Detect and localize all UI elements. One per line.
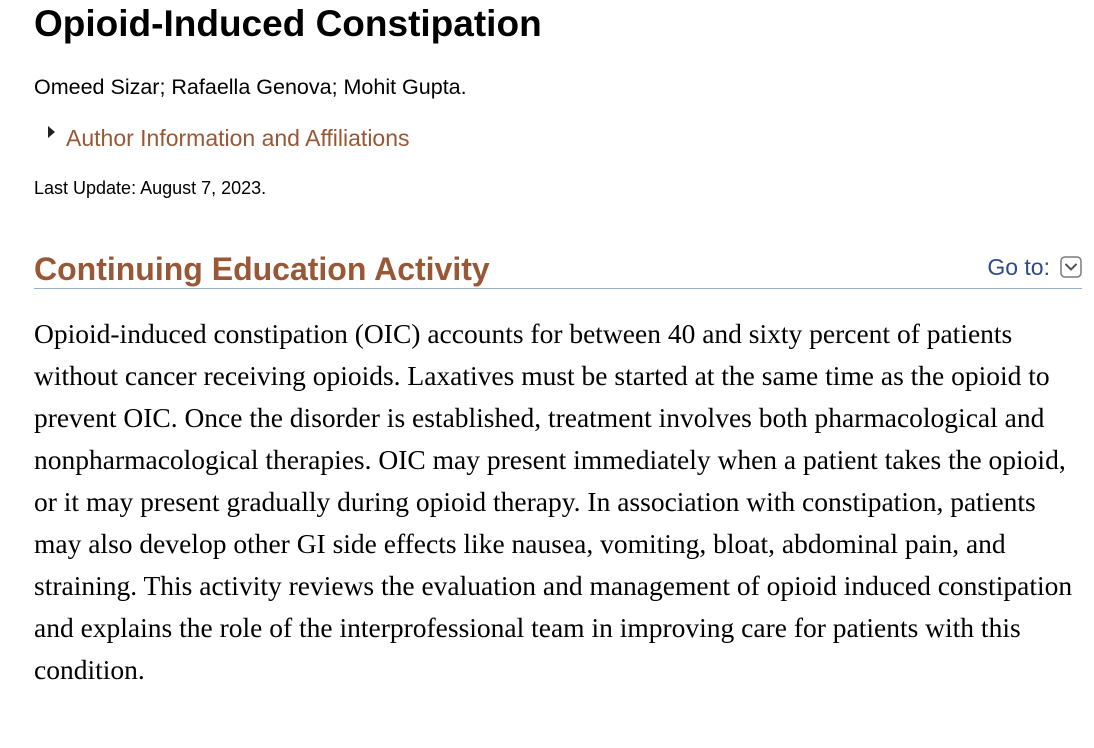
section-body-paragraph: Opioid-induced constipation (OIC) accounts for between 40 and sixty percent of patients without cancer receiving opioids. Laxatives must be started at the same time as the opioid to prevent OIC. Once the disorder is established, treatment involves both pharmacological and nonpharmacological therapies. OIC may present immediately when a patient takes the opioid, or it may present gradually during opioid therapy. In association with constipation, patients may also develop other GI side effects like nausea, vomiting, bloat, abdominal pain, and straining. This activity reviews the evaluation and management of opioid induced constipation and explains the role of the interprofessional team in improving care for patients with this condition. [34, 318, 1073, 685]
author-list: Omeed Sizar; Rafaella Genova; Mohit Gupta. [34, 75, 467, 99]
section-header [34, 248, 1082, 289]
page-title: Opioid-Induced Constipation [34, 3, 542, 44]
goto-label[interactable]: Go to: [987, 254, 1050, 280]
chevron-down-icon[interactable] [1060, 256, 1082, 278]
disclosure-triangle-icon[interactable] [48, 126, 55, 138]
section-title: Continuing Education Activity [34, 251, 490, 287]
author-affiliations-link[interactable]: Author Information and Affiliations [66, 125, 410, 151]
last-update-text: Last Update: August 7, 2023. [34, 178, 267, 198]
goto-menu-button[interactable] [987, 253, 1082, 281]
